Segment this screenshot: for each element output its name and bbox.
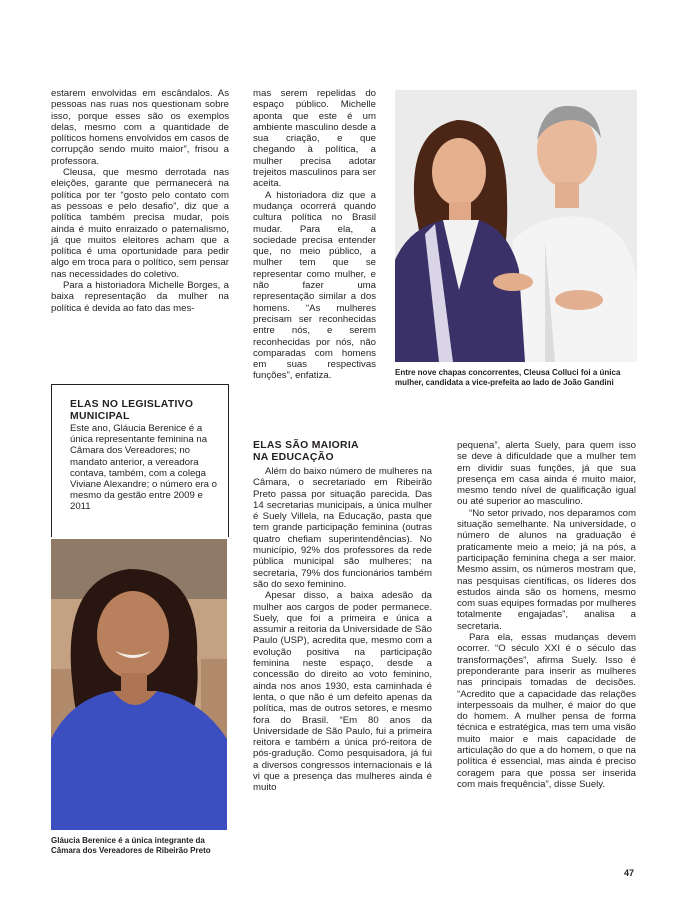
paragraph: “No setor privado, nos deparamos com situação semelhante. Na universidade, o número de alunos na graduação é praticamente meio a meio; já na pós, a participação feminina chega a ser maior. Mesmo assim, os números mostram que, nas pesquisas científicas, os líderes dos estudos ainda são os homens, mesmo com suas equipes formadas por mulheres totalmente engajadas”, analisa a secretaria. — [457, 507, 636, 632]
paragraph: estarem envolvidas em escândalos. As pessoas nas ruas nos questionam sobre isso, porque esses são os exemplos delas, mesmo com a quantidade de políticos homens envolvidos em casos de corrupção sendo muito maior”, frisou a professora. — [51, 88, 229, 167]
section-heading-line: ELAS SÃO MAIORIA — [253, 440, 359, 451]
article-column-2 — [253, 88, 376, 382]
photo-bottom-caption — [51, 836, 231, 855]
page-number: 47 — [624, 868, 635, 878]
paragraph: pequena”, alerta Suely, para quem isso se deve à dificuldade que a mulher tem em dividir suas funções, já que sua presença em casa ainda é muito maior, mesmo tendo nível de qualificação igual ou até superior ao masculino. — [457, 440, 636, 508]
paragraph: mas serem repelidas do espaço público. Michelle aponta que este é um ambiente masculino desde a sua criação, e que chegando à política, a mulher precisa adotar trejeitos masculinos para ser aceita. — [253, 88, 376, 190]
caption-line: Entre nove chapas concorrentes, Cleusa Colluci foi a única — [395, 368, 621, 377]
section-heading-line: NA EDUCAÇÃO — [253, 452, 334, 463]
paragraph: Para ela, essas mudanças devem ocorrer. “O século XXI é o século das transformações”, afirma Suely. Isso é preponderante para inserir as mulheres nas principais tomadas de decisões. “Acredito que a capacidade das relações interpessoais da mulher, é maior do que do homem. A mulher pensa de forma técnica e estratégica, mas tem uma visão muito maior e mais capacidade de articulação do que a do homem, o que na política é essencial, mas ainda é preciso coragem para que possa ser inserida com mais frequência”, disse Suely. — [457, 632, 636, 790]
sidebar-title: MUNICIPAL — [70, 411, 130, 422]
people-illustration — [395, 90, 637, 362]
sidebar-body: Este ano, Gláucia Berenice é a única representante feminina na Câmara dos Vereadores; no mandato anterior, a vereadora contava, também, com a colega Viviane Alexandre; o número era o mesmo da gestão entre 2009 e 2011 — [70, 423, 218, 513]
caption-line: Gláucia Berenice é a única integrante da — [51, 836, 205, 845]
sidebar-title: ELAS NO LEGISLATIVO — [70, 399, 194, 410]
article-column-1 — [51, 88, 229, 314]
sidebar-box — [51, 384, 229, 537]
section-heading — [253, 440, 432, 464]
caption-line: Câmara dos Vereadores de Ribeirão Preto — [51, 845, 211, 855]
paragraph: A historiadora diz que a mudança ocorrerá quando cultura política no Brasil mudar. Para ela, a sociedade precisa entender que, no meio público, a mulher tem que se representar como mulher, e não fazer uma representação similar a dos homens. “As mulheres precisam ser reconhecidas entre nós, e serem reconhecidas por nós, não comparadas com homens em suas respectivas funções”, enfatiza. — [253, 189, 376, 382]
article-column-4 — [457, 440, 636, 790]
paragraph: Além do baixo número de mulheres na Câmara, o secretariado em Ribeirão Preto passa por situação parecida. Das 14 secretarias municipais, a única mulher é Suely Villela, na Educação, pasta que tem grande participação feminina (outras quatro chefiam superintendências). No município, 92% dos professores da rede pública municipal são mulheres; na secretaria, 79% dos funcionários também são do sexo feminino. — [253, 466, 432, 590]
paragraph: Apesar disso, a baixa adesão da mulher aos cargos de poder permanece. Suely, que foi a primeira e única a assumir a reitoria da Universidade de São Paulo (USP), acredita que, mesmo com a evolução positiva na participação feminina neste espaço, desde a concessão do direito ao voto feminino, ainda nos anos 1930, esta caminhada é lenta, o que não é um defeito apenas da política, mas de outros setores, e mesmo fora do Brasil. “Em 80 anos da Universidade de São Paulo, fui a primeira reitora e também a única pró-reitora de pós-gradução. Como pesquisadora, já fui a diversos congressos internacionais e lá vi que a presença das mulheres ainda é muito — [253, 590, 432, 794]
caption-line: mulher, candidata a vice-prefeita ao lado de João Gandini — [395, 377, 614, 387]
article-column-3 — [253, 440, 432, 794]
person-illustration — [51, 539, 227, 830]
paragraph: Para a historiadora Michelle Borges, a baixa representação da mulher na política é devida ao fato das mes- — [51, 280, 229, 314]
photo-cleusa-and-joao — [395, 90, 637, 362]
paragraph: Cleusa, que mesmo derrotada nas eleições, garante que permanecerá na política por ter “gosto pelo contato com as pessoas e pelo desafio”, diz que a política também precisa mudar, pois ainda é muito enraizado o paternalismo, já que muitos eleitores acham que a política é uma oportunidade para pedir algo em troca para o político, sem pensar nas necessidades do coletivo. — [51, 167, 229, 280]
photo-glaucia-berenice — [51, 539, 227, 830]
photo-top-caption — [395, 368, 640, 387]
